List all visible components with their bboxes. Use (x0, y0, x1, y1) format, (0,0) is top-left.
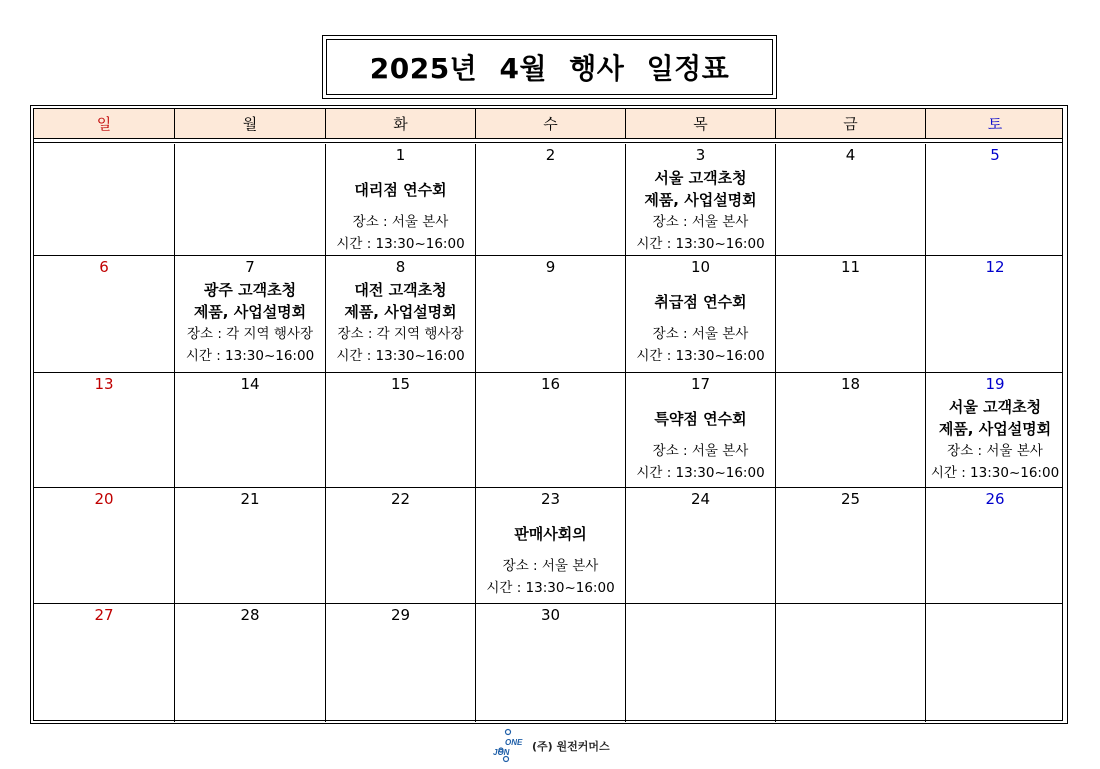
event-place: 장소 : 각 지역 행사장 (337, 326, 464, 342)
day-cell (34, 604, 175, 722)
event-place: 장소 : 서울 본사 (352, 214, 449, 230)
day-number: 10 (690, 258, 711, 276)
day-cell (776, 604, 926, 722)
day-number: 24 (690, 490, 711, 508)
day-cell (175, 488, 326, 603)
day-cell (776, 256, 926, 372)
day-cell (34, 488, 175, 603)
day-cell (476, 488, 626, 603)
day-number: 5 (990, 146, 1000, 164)
day-number: 18 (840, 375, 861, 393)
event-block (175, 279, 325, 367)
svg-text:JON: JON (493, 748, 510, 757)
day-number: 1 (395, 146, 406, 164)
weekday-header-cell: 금 (776, 109, 926, 138)
day-cell (175, 144, 326, 255)
day-number: 29 (390, 606, 411, 624)
day-cell (776, 373, 926, 487)
event-title: 판매사회의 (514, 525, 587, 543)
day-cell (34, 256, 175, 372)
day-cell (626, 373, 776, 487)
event-title: 제품, 사업설명회 (644, 191, 757, 209)
event-time: 시간 : 13:30~16:00 (486, 580, 615, 596)
event-title: 대리점 연수회 (354, 181, 447, 199)
event-block (626, 396, 775, 484)
title-box (322, 35, 777, 99)
day-cell (776, 488, 926, 603)
weekday-header-cell: 일 (34, 109, 175, 138)
day-number: 16 (540, 375, 561, 393)
event-time: 시간 : 13:30~16:00 (185, 348, 315, 364)
event-title: 특약점 연수회 (654, 410, 747, 428)
event-block (626, 167, 775, 255)
day-cell (926, 604, 1064, 722)
calendar-inner (33, 108, 1063, 721)
event-block (926, 396, 1064, 484)
day-number: 22 (390, 490, 411, 508)
day-number: 21 (240, 490, 260, 508)
day-cell (926, 144, 1064, 255)
day-number: 15 (390, 375, 411, 393)
day-number: 28 (240, 606, 260, 624)
weekday-header-cell: 토 (987, 115, 1003, 133)
event-block (326, 279, 475, 367)
day-cell (34, 144, 175, 255)
day-number: 11 (840, 258, 861, 276)
day-cell (326, 144, 476, 255)
week-row (34, 373, 1062, 488)
day-cell (476, 604, 626, 722)
event-block (326, 167, 475, 255)
day-number: 14 (240, 375, 260, 393)
day-cell (326, 604, 476, 722)
event-time: 시간 : 13:30~16:00 (636, 236, 765, 252)
day-cell (175, 604, 326, 722)
event-place: 장소 : 서울 본사 (652, 214, 749, 230)
event-time: 시간 : 13:30~16:00 (636, 465, 765, 481)
day-number: 25 (840, 490, 861, 508)
day-number: 17 (690, 375, 711, 393)
week-row (34, 256, 1062, 373)
event-time: 시간 : 13:30~16:00 (336, 236, 465, 252)
event-place: 장소 : 서울 본사 (502, 558, 599, 574)
day-cell (476, 373, 626, 487)
day-cell (776, 144, 926, 255)
day-number: 3 (695, 146, 706, 164)
day-number: 4 (845, 146, 856, 164)
event-block (626, 279, 775, 367)
event-place: 장소 : 서울 본사 (652, 326, 749, 342)
day-number: 8 (395, 258, 406, 276)
day-number: 19 (985, 375, 1005, 393)
day-cell (326, 373, 476, 487)
day-number: 27 (94, 606, 114, 624)
day-number: 7 (245, 258, 255, 276)
day-cell (326, 256, 476, 372)
day-cell (175, 373, 326, 487)
weekday-header-cell: 목 (626, 109, 776, 138)
day-cell (175, 256, 326, 372)
weekday-header (34, 109, 1062, 139)
day-number: 12 (985, 258, 1005, 276)
day-cell (626, 144, 776, 255)
day-number: 26 (985, 490, 1005, 508)
event-title: 대전 고객초청 (354, 281, 447, 299)
day-number: 30 (540, 606, 561, 624)
calendar (30, 105, 1068, 724)
page-title: 2025년 4월 행사 일정표 (326, 39, 773, 95)
day-number: 2 (545, 146, 556, 164)
svg-text:ONE: ONE (505, 738, 523, 747)
event-title: 제품, 사업설명회 (344, 303, 457, 321)
day-cell (34, 373, 175, 487)
event-title: 서울 고객초청 (654, 169, 747, 187)
day-number: 6 (99, 258, 109, 276)
day-cell (476, 144, 626, 255)
day-cell (626, 256, 776, 372)
day-cell (626, 488, 776, 603)
company-name: (주) 원전커머스 (532, 740, 610, 753)
event-time: 시간 : 13:30~16:00 (930, 465, 1060, 481)
event-place: 장소 : 서울 본사 (652, 443, 749, 459)
day-number: 13 (94, 375, 114, 393)
day-cell (926, 488, 1064, 603)
weekday-header-cell: 월 (175, 109, 326, 138)
event-place: 장소 : 각 지역 행사장 (186, 326, 314, 342)
weekday-header-cell: 화 (326, 109, 476, 138)
event-title: 서울 고객초청 (948, 398, 1042, 416)
event-time: 시간 : 13:30~16:00 (336, 348, 465, 364)
week-row (34, 604, 1062, 722)
weekday-header-cell: 수 (476, 109, 626, 138)
event-block (476, 511, 625, 599)
day-cell (926, 256, 1064, 372)
one-jon-logo-icon (492, 728, 534, 764)
event-time: 시간 : 13:30~16:00 (636, 348, 765, 364)
event-place: 장소 : 서울 본사 (947, 443, 1043, 459)
day-cell (926, 373, 1064, 487)
day-cell (626, 604, 776, 722)
header-spacer (34, 139, 1062, 143)
day-number: 9 (545, 258, 556, 276)
event-title: 광주 고객초청 (203, 281, 297, 299)
event-title: 제품, 사업설명회 (938, 420, 1052, 438)
week-row (34, 144, 1062, 256)
day-cell (326, 488, 476, 603)
day-number: 20 (94, 490, 114, 508)
event-title: 제품, 사업설명회 (193, 303, 307, 321)
day-number: 23 (540, 490, 561, 508)
event-title: 취급점 연수회 (654, 293, 747, 311)
day-cell (476, 256, 626, 372)
company-logo (492, 728, 617, 764)
week-row (34, 488, 1062, 604)
